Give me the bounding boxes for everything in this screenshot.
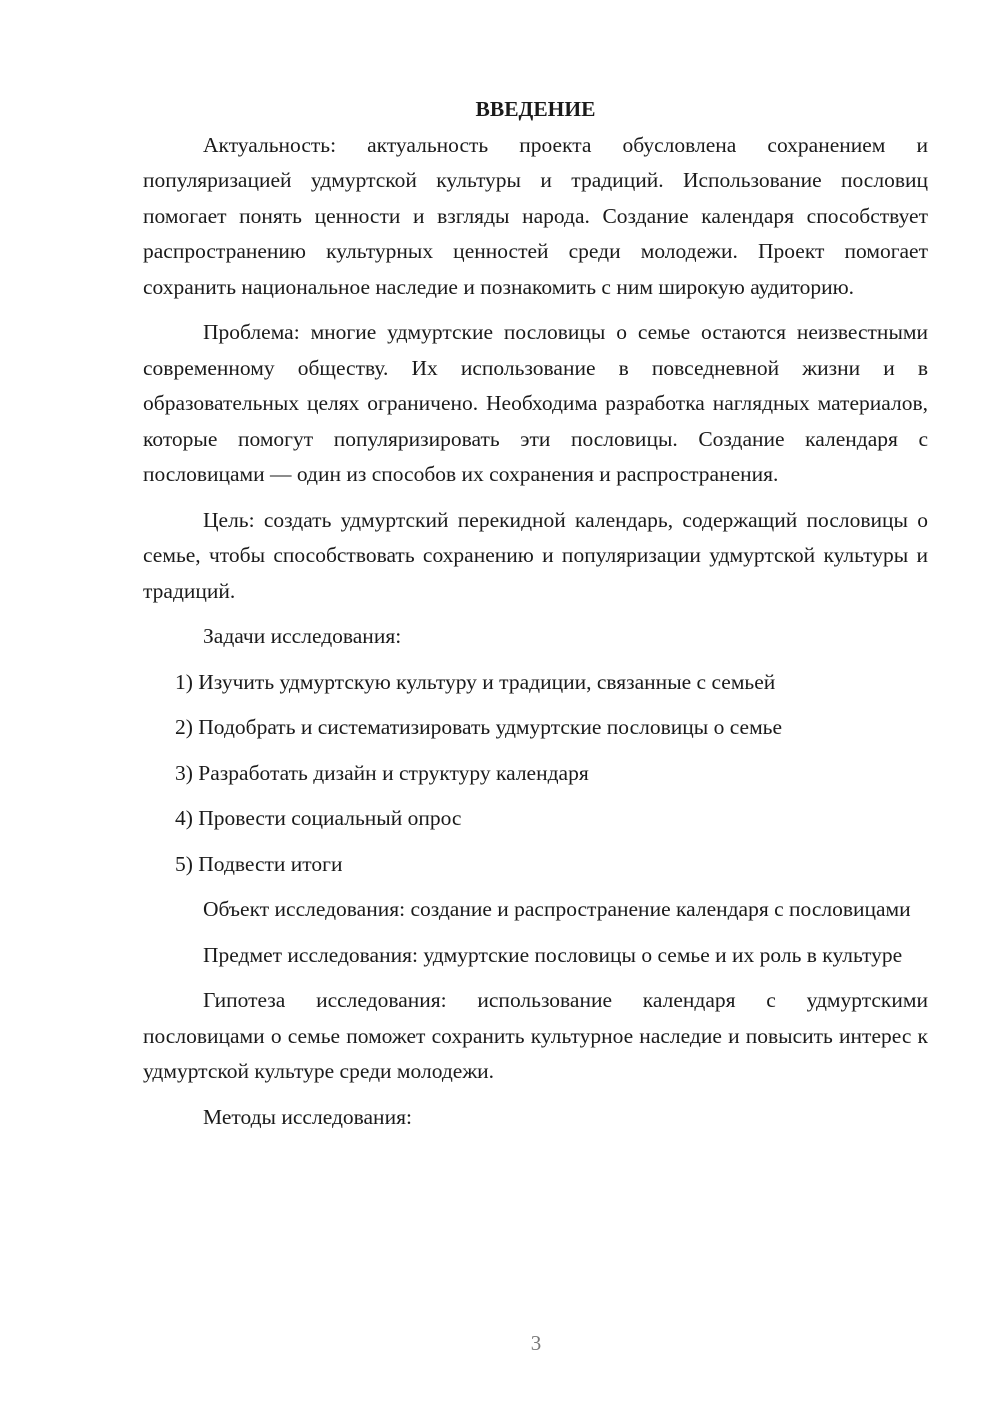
tasks-list (143, 665, 928, 883)
problem-paragraph: Проблема: многие удмуртские пословицы о семье остаются неизвестными современному обществу. Их использование в повседневной жизни и в образовательных целях ограничено. Необходима разработка наглядных материалов, которые помогут популяризировать эти пословицы. Создание календаря с пословицами — один из способов их сохранения и распространения. (143, 320, 928, 486)
list-item: 5) Подвести итоги (175, 851, 343, 876)
goal-paragraph: Цель: создать удмуртский перекидной календарь, содержащий пословицы о семье, чтобы способствовать сохранению и популяризации удмуртской культуры и традиций. (143, 507, 928, 603)
list-item: 2) Подобрать и систематизировать удмуртские пословицы о семье (175, 715, 783, 739)
subject-paragraph: Предмет исследования: удмуртские пословицы о семье и их роль в культуре (203, 942, 903, 967)
hypothesis-paragraph: Гипотеза исследования: использование календаря с удмуртскими пословицами о семье поможет сохранить культурное наследие и повысить интерес к удмуртской культуре среди молодежи. (143, 988, 928, 1083)
tasks-heading: Задачи исследования: (203, 624, 402, 648)
document-page (143, 92, 928, 1145)
list-item: 1) Изучить удмуртскую культуру и традиции, связанные с семьей (175, 669, 776, 694)
list-item: 3) Разработать дизайн и структуру календаря (175, 760, 589, 785)
object-paragraph: Объект исследования: создание и распространение календаря с пословицами (203, 897, 911, 921)
page-number: 3 (530, 1331, 542, 1355)
relevance-paragraph: Актуальность: актуальность проекта обусловлена сохранением и популяризацией удмуртской культуры и традиций. Использование пословиц помогает понять ценности и взгляды народа. Создание календаря способствует распространению культурных ценностей среди молодежи. Проект помогает сохранить национальное наследие и познакомить с ним широкую аудиторию. (143, 132, 928, 299)
page-title: ВВЕДЕНИЕ (475, 97, 596, 121)
methods-heading: Методы исследования: (203, 1104, 412, 1129)
list-item: 4) Провести социальный опрос (175, 806, 462, 830)
